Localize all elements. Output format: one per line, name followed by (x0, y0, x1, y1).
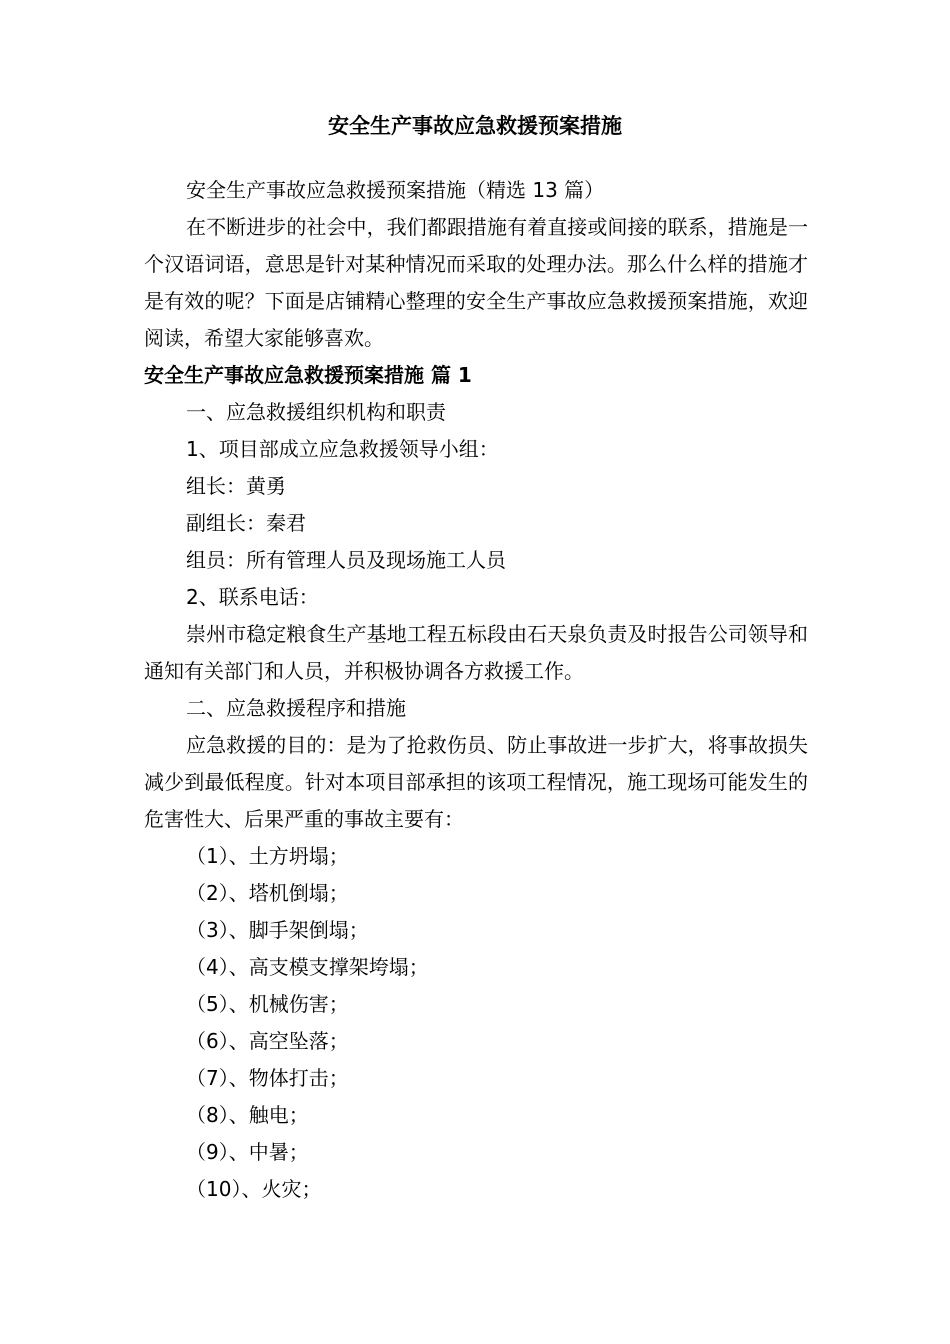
accident-list-item: （4）、高支模支撑架垮塌； (186, 955, 429, 979)
accident-list-item: （6）、高空坠落； (186, 1029, 349, 1053)
intro-paragraph: 在不断进步的社会中，我们都跟措施有着直接或间接的联系，措施是一个汉语词语，意思是针对某种情况而采取的处理办法。那么什么样的措施才是有效的呢？下面是店铺精心整理的安全生产事故应急救援预案措施，欢迎阅读，希望大家能够喜欢。 (144, 215, 808, 350)
accident-list-item: （8）、触电； (186, 1103, 309, 1127)
members-text: 组员：所有管理人员及现场施工人员 (186, 548, 506, 572)
accident-list-item: （10）、火灾； (186, 1177, 322, 1201)
accident-list-item: （9）、中暑； (186, 1140, 309, 1164)
accident-list-item: （1）、土方坍塌； (186, 844, 349, 868)
accident-list-item: （5）、机械伤害； (186, 992, 349, 1016)
purpose-paragraph: 应急救援的目的：是为了抢救伤员、防止事故进一步扩大，将事故损失减少到最低程度。针对本项目部承担的该项工程情况，施工现场可能发生的危害性大、后果严重的事故主要有： (144, 733, 808, 831)
part2-heading: 二、应急救援程序和措施 (186, 696, 406, 720)
document-subtitle: 安全生产事故应急救援预案措施（精选 13 篇） (186, 178, 605, 202)
accident-list-item: （2）、塔机倒塌； (186, 881, 349, 905)
item2-text: 2、联系电话： (186, 585, 319, 609)
document-body (144, 172, 808, 1208)
accident-list-item: （7）、物体打击； (186, 1066, 349, 1090)
item1-text: 1、项目部成立应急救援领导小组： (186, 437, 499, 461)
contact-paragraph: 崇州市稳定粮食生产基地工程五标段由石天泉负责及时报告公司领导和通知有关部门和人员，并积极协调各方救援工作。 (144, 622, 808, 683)
part1-heading: 一、应急救援组织机构和职责 (186, 400, 446, 424)
document-title: 安全生产事故应急救援预案措施 (328, 114, 622, 138)
leader-text: 组长：黄勇 (186, 474, 286, 498)
accident-list-item: （3）、脚手架倒塌； (186, 918, 369, 942)
deputy-leader-text: 副组长：秦君 (186, 511, 306, 535)
section-heading: 安全生产事故应急救援预案措施 篇 1 (144, 363, 472, 387)
